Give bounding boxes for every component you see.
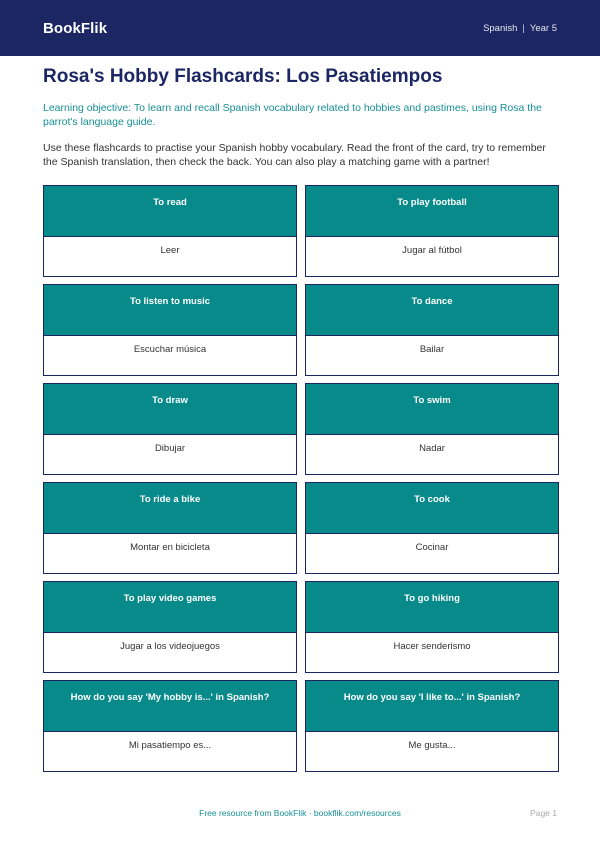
flashcard[interactable] [305, 185, 559, 277]
flashcard-back: Leer [44, 236, 296, 276]
learning-objective: Learning objective: To learn and recall Spanish vocabulary related to hobbies and pastimes, using Rosa the parrot's language guide. [43, 102, 542, 128]
flashcard-front: To read [44, 186, 296, 236]
flashcard-back: Me gusta... [306, 731, 558, 771]
level-label: Year 5 [529, 22, 557, 34]
flashcard-back: Hacer senderismo [306, 632, 558, 672]
flashcard-back: Nadar [306, 434, 558, 474]
intro-text: Use these flashcards to practise your Spanish hobby vocabulary. Read the front of the card, try to remember the Spanish translation, then check the back. You can also play a matching game with a partner! [43, 142, 546, 168]
flashcard[interactable] [43, 482, 297, 574]
flashcard-front: To listen to music [44, 285, 296, 335]
flashcard-front: To play video games [44, 582, 296, 632]
flashcard[interactable] [305, 482, 559, 574]
page-title: Rosa's Hobby Flashcards: Los Pasatiempos [43, 66, 443, 87]
flashcard[interactable] [305, 680, 559, 772]
flashcard[interactable] [305, 581, 559, 673]
flashcard-front: To go hiking [306, 582, 558, 632]
flashcard-front: To draw [44, 384, 296, 434]
header-meta [483, 23, 557, 34]
brand-logo[interactable]: BookFlik [43, 19, 108, 37]
flashcard-front: How do you say 'My hobby is...' in Spanish? [44, 681, 296, 731]
flashcard-back: Mi pasatiempo es... [44, 731, 296, 771]
flashcard[interactable] [43, 284, 297, 376]
footer-text[interactable]: Free resource from BookFlik · bookflik.com/resources [199, 808, 401, 818]
subject-label: Spanish [483, 22, 518, 34]
page-footer [0, 808, 600, 822]
flashcard-front: To swim [306, 384, 558, 434]
flashcard-back: Jugar a los videojuegos [44, 632, 296, 672]
flashcard-back: Escuchar música [44, 335, 296, 375]
flashcard-back: Jugar al fútbol [306, 236, 558, 276]
page-content [0, 66, 600, 772]
flashcard[interactable] [305, 383, 559, 475]
flashcard-back: Montar en bicicleta [44, 533, 296, 573]
flashcard[interactable] [43, 680, 297, 772]
flashcard[interactable] [43, 581, 297, 673]
flashcard-front: To cook [306, 483, 558, 533]
flashcard-grid [43, 185, 557, 772]
page-header [0, 0, 600, 56]
flashcard-front: How do you say 'I like to...' in Spanish? [306, 681, 558, 731]
flashcard[interactable] [43, 185, 297, 277]
flashcard-back: Dibujar [44, 434, 296, 474]
page-number: Page 1 [530, 808, 557, 818]
flashcard-back: Bailar [306, 335, 558, 375]
flashcard[interactable] [43, 383, 297, 475]
flashcard-front: To dance [306, 285, 558, 335]
flashcard-back: Cocinar [306, 533, 558, 573]
flashcard-front: To ride a bike [44, 483, 296, 533]
flashcard[interactable] [305, 284, 559, 376]
flashcard-front: To play football [306, 186, 558, 236]
meta-separator: | [522, 22, 525, 34]
